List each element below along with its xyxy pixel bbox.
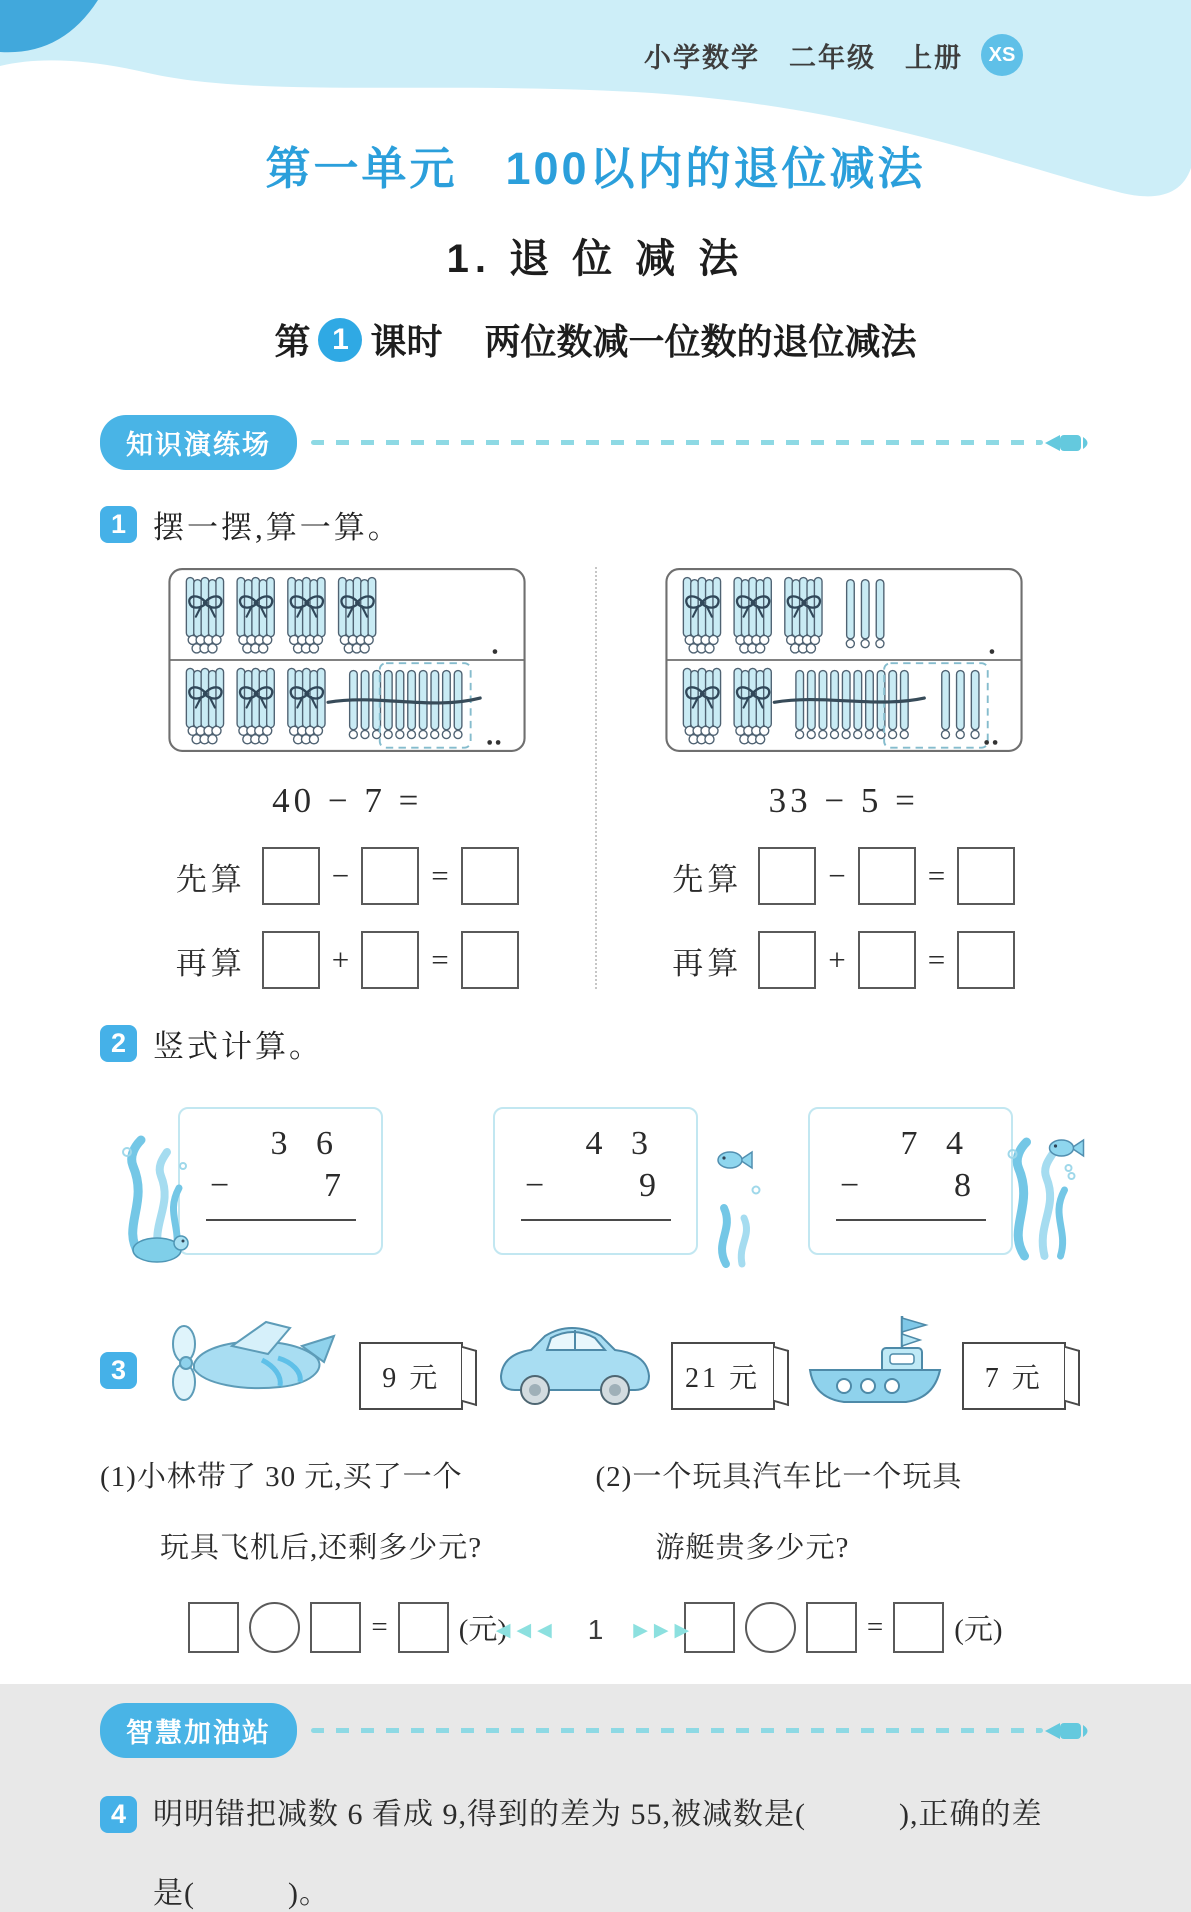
booklet-title: 小学数学 二年级 上册 [644,42,963,73]
answer-line [521,1219,671,1221]
minus-sign: − [210,1167,230,1204]
answer-box [858,931,916,989]
problem2-number-badge: 2 [100,1025,137,1062]
problem4-line-2: 是( )。 [153,1877,330,1910]
unit-label: (元) [458,1614,508,1646]
subtrahend: 8 [954,1167,971,1204]
toy-boat-icon [800,1310,950,1414]
second-calc-label: 再算 [672,945,743,981]
question-1-line-2: 玩具飞机后,还剩多少元? [160,1532,483,1564]
unit-title: 第一单元 100以内的退位减法 [265,143,926,194]
first-calc-label: 先算 [672,861,743,897]
vertical-calc-74-8 [808,1107,1013,1255]
price-tag-plane: 9 元 [359,1342,463,1410]
problem1-grid [100,567,1091,989]
dash-endcap-icon [1043,431,1091,455]
equation-40-7: 40 − 7 = [272,781,423,820]
problem4-number-badge: 4 [100,1796,137,1833]
lesson-number-circle: 1 [318,318,362,362]
question-2-line-1: (2)一个玩具汽车比一个玩具 [595,1461,963,1493]
minuend: 4 3 [585,1125,658,1162]
answer-box [758,847,816,905]
problem1-number-badge: 1 [100,506,137,543]
equals-sign: = [431,858,449,893]
minus-operator: − [828,858,846,893]
problem2-prompt: 竖式计算。 [153,1029,323,1064]
answer-box [858,847,916,905]
problem3-number-badge: 3 [100,1352,137,1389]
toy-car-icon [489,1314,659,1414]
problem1-left-column [100,567,595,989]
question-1-line-1: (1)小林带了 30 元,买了一个 [100,1461,463,1493]
plus-operator: + [828,942,846,977]
lesson-prefix: 第 [274,321,311,362]
answer-box [262,931,320,989]
minus-operator: − [331,858,350,893]
edition-badge: XS [981,34,1023,76]
first-calc-label: 先算 [175,861,246,897]
minus-sign: − [840,1167,860,1204]
answer-box [262,847,320,905]
problem1-title [100,502,1091,547]
problem1-prompt: 摆一摆,算一算。 [153,510,402,545]
minuend: 7 4 [900,1125,973,1162]
sticks-panel-40-7 [167,567,527,753]
problem4-line-1: 明明错把减数 6 看成 9,得到的差为 55,被减数是( ),正确的差 [153,1798,1043,1831]
answer-box [957,847,1015,905]
minus-sign: − [525,1167,545,1204]
answer-line [836,1219,986,1221]
unit-label: (元) [954,1614,1003,1646]
answer-box [758,931,816,989]
wisdom-section-header [100,1703,1091,1758]
question-2-line-2: 游艇贵多少元? [655,1532,850,1564]
subtrahend: 7 [324,1167,341,1204]
dashed-rule [311,1728,1043,1733]
second-calc-row-right [672,931,1015,989]
answer-box [461,931,519,989]
answer-line [206,1219,356,1221]
lesson-suffix: 课时 [370,321,443,362]
second-calc-row-left [176,931,519,989]
lesson-title: 两位数减一位数的退位减法 [484,321,917,362]
toy-boat-group [800,1310,1066,1414]
dash-endcap-icon [1043,1719,1091,1743]
problem1-right-column [595,567,1092,989]
equals-sign: = [431,942,449,977]
toys-row [137,1310,1091,1414]
problem3-questions [100,1454,1091,1566]
first-calc-row-left [176,847,519,905]
equals-sign: = [371,1611,388,1643]
answer-box [461,847,519,905]
page-footer [0,1614,1191,1646]
practice-section-badge: 知识演练场 [100,415,297,470]
section-title: 1. 退 位 减 法 [446,237,745,281]
toy-plane-icon [162,1314,347,1414]
problem4 [100,1794,1091,1912]
answer-box [361,847,419,905]
lesson-title-line [100,314,1091,365]
question-1 [100,1454,596,1566]
fish-seaweed-icon [696,1146,776,1266]
dashed-rule [311,440,1043,445]
price-tag-car: 21 元 [671,1342,775,1410]
equals-sign: = [866,1611,884,1643]
plus-operator: + [331,942,350,977]
second-calc-label: 再算 [175,945,246,981]
page-number: 1 [587,1614,604,1645]
first-calc-row-right [672,847,1015,905]
equation-33-5: 33 − 5 = [768,781,919,820]
next-page-arrows-icon: ▶▶▶ [633,1619,696,1641]
toy-plane-group [162,1314,463,1414]
practice-section-header [100,415,1091,470]
question-2 [596,1454,1092,1566]
vertical-calcs-row [100,1096,1091,1266]
prev-page-arrows-icon: ◀◀◀ [495,1619,558,1641]
answer-box [957,931,1015,989]
seaweed-fish-icon [985,1116,1095,1266]
minuend: 3 6 [270,1125,343,1162]
subtrahend: 9 [639,1167,656,1204]
seaweed-turtle-icon [102,1126,212,1266]
problem3-row [100,1310,1091,1414]
vertical-calc-43-9 [493,1107,698,1255]
equals-sign: = [927,858,946,893]
equals-sign: = [927,942,946,977]
wisdom-section-badge: 智慧加油站 [100,1703,297,1758]
price-tag-boat: 7 元 [962,1342,1066,1410]
sticks-panel-33-5 [664,567,1024,753]
toy-car-group [489,1314,775,1414]
answer-box [361,931,419,989]
problem2-title [100,1021,1091,1066]
